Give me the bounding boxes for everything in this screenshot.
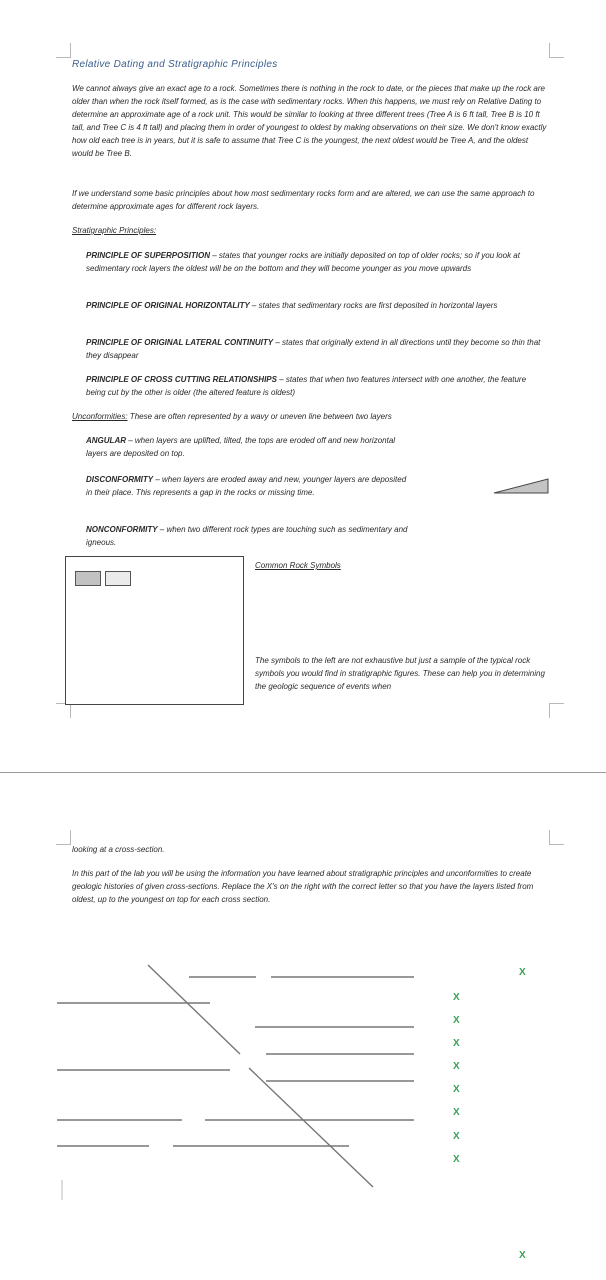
fault-line-lower	[249, 1068, 373, 1187]
answer-placeholder[interactable]: X	[453, 1084, 460, 1095]
principle-superposition	[86, 249, 548, 275]
instructions-paragraph: In this part of the lab you will be using the information you have learned about stratigraphic principles and unconformities to create geologic histories of given cross-sections. Replace the X's on the right with the correct letter so that you have the layers listed from oldest, up to the youngest on top for each cross section.	[72, 869, 534, 905]
continuation-text: looking at a cross-section.	[72, 845, 165, 854]
unconformity-text: – when layers are eroded away and new, younger layers are deposited in their place. This represents a gap in the rocks or missing time.	[86, 475, 407, 498]
unconformity-angular	[86, 434, 404, 460]
answer-placeholder[interactable]: X	[453, 1131, 460, 1142]
rock-symbol-swatch-light	[105, 571, 131, 586]
principle-cross-cutting	[86, 373, 538, 399]
symbols-note: The symbols to the left are not exhaustive but just a sample of the typical rock symbols you would find in stratigraphic figures. These can help you in determining the geologic sequence of events when	[255, 656, 545, 692]
principle-name: PRINCIPLE OF ORIGINAL HORIZONTALITY	[86, 301, 250, 310]
answer-placeholder[interactable]: X	[453, 1015, 460, 1026]
answer-placeholder-top[interactable]: X	[519, 967, 526, 978]
crop-mark-bottom-left	[56, 703, 71, 718]
fault-line-upper	[148, 965, 240, 1054]
principle-name: PRINCIPLE OF ORIGINAL LATERAL CONTINUITY	[86, 338, 274, 347]
unconformities-paragraph	[72, 410, 550, 423]
crop-mark-top-right	[549, 43, 564, 58]
unconformity-disconformity	[86, 473, 408, 499]
unconformity-name: DISCONFORMITY	[86, 475, 154, 484]
principle-lateral-continuity	[86, 336, 552, 362]
answer-placeholder[interactable]: X	[453, 1038, 460, 1049]
cross-section-diagram	[0, 950, 606, 1200]
answer-placeholder[interactable]: X	[453, 1154, 460, 1165]
principle-name: PRINCIPLE OF SUPERPOSITION	[86, 251, 211, 260]
answer-placeholder[interactable]: X	[453, 1061, 460, 1072]
angular-wedge-symbol	[493, 478, 549, 496]
intro-paragraph: We cannot always give an exact age to a rock. Sometimes there is nothing in the rock to date, or the pieces that make up the rock are older than when the rock itself formed, as is the case with sedimentary rocks. When this happens, we must rely on Relative Dating to determine an approximate age of a rock unit. This would be similar to looking at three different trees (Tree A is 6 ft tall, Tree B is 10 ft tall, and Tree C is 4 ft tall) and placing them in order of youngest to oldest by making observations on their size. We don't know exactly how old each tree is in years, but it is safe to assume that Tree C is the youngest, the next oldest would be Tree A, and the oldest would be Tree B.	[72, 84, 547, 159]
unconformity-text: – when layers are uplifted, tilted, the tops are eroded off and new horizontal layers are deposited on top.	[86, 436, 396, 459]
principle-text: – states that when two features intersect with one another, the feature being cut by the other is older (the altered feature is oldest)	[86, 375, 527, 398]
crop-mark-top-left	[56, 43, 71, 58]
principle-original-horizontality	[86, 299, 526, 312]
answer-placeholder[interactable]: X	[453, 992, 460, 1003]
principle-text: – states that sedimentary rocks are first deposited in horizontal layers	[249, 301, 498, 310]
principle-text: – states that younger rocks are initially deposited on top of older rocks; so if you look at sedimentary rock layers the oldest will be on the bottom and they will become younger as you move upwards	[86, 251, 520, 274]
crop-mark-top-right	[549, 830, 564, 845]
unconformities-heading: Unconformities:	[72, 412, 128, 421]
unconformity-name: ANGULAR	[86, 436, 126, 445]
answer-placeholder[interactable]: X	[453, 1107, 460, 1118]
unconformities-intro: These are often represented by a wavy or uneven line between two layers	[127, 412, 392, 421]
stratigraphic-principles-heading: Stratigraphic Principles:	[72, 226, 157, 235]
principle-name: PRINCIPLE OF CROSS CUTTING RELATIONSHIPS	[86, 375, 277, 384]
answer-placeholder-bottom[interactable]: X	[519, 1250, 526, 1261]
unconformity-name: NONCONFORMITY	[86, 525, 158, 534]
rock-symbols-box	[65, 556, 244, 705]
unconformity-text: – when two different rock types are touching such as sedimentary and igneous.	[86, 525, 408, 548]
page-title: Relative Dating and Stratigraphic Principles	[72, 59, 278, 70]
rock-symbol-swatch-gray	[75, 571, 101, 586]
understand-paragraph: If we understand some basic principles about how most sedimentary rocks form and are altered, we can use the same approach to determine approximate ages for different rock layers.	[72, 189, 535, 212]
unconformity-nonconformity	[86, 523, 416, 549]
crop-mark-top-left	[56, 830, 71, 845]
common-rock-symbols-heading: Common Rock Symbols	[255, 561, 341, 570]
principle-text: – states that originally extend in all directions until they become so thin that they disappear	[86, 338, 541, 361]
crop-mark-bottom-right	[549, 703, 564, 718]
